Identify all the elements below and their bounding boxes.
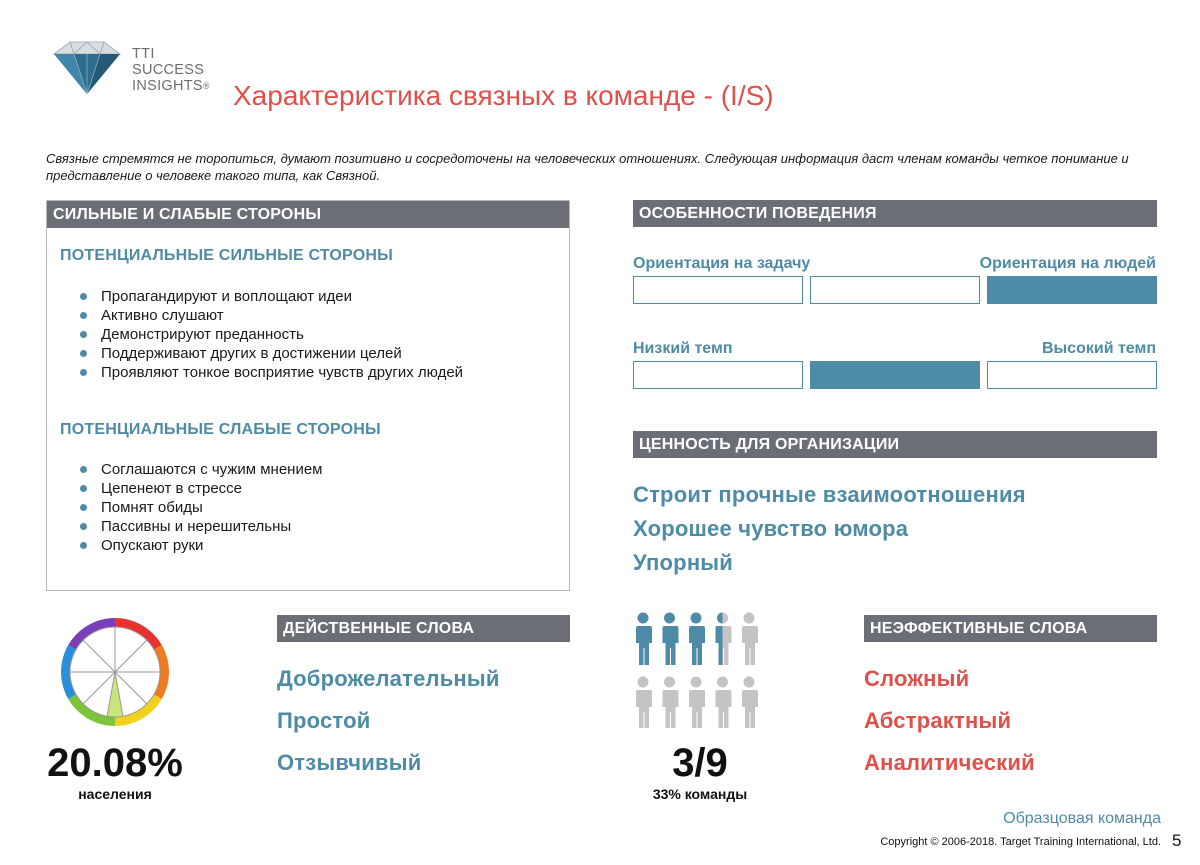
list-item: Пассивны и нерешительны [77, 517, 323, 536]
logo-line-3-text: INSIGHTS [132, 78, 203, 94]
org-value-item: Упорный [633, 550, 734, 575]
org-value-item: Хорошее чувство юмора [633, 516, 909, 541]
behavior-header: ОСОБЕННОСТИ ПОВЕДЕНИЯ [633, 200, 1157, 227]
team-percent-label: 33% команды [652, 786, 748, 802]
ineffective-word: Аналитический [864, 750, 1035, 775]
list-item: Активно слушают [77, 306, 463, 325]
pace-segment-3 [987, 361, 1157, 389]
effective-word: Отзывчивый [277, 750, 422, 775]
person-icon [742, 677, 758, 729]
orientation-segment-3 [987, 276, 1157, 304]
logo-line-1: TTI [132, 46, 155, 62]
effective-word: Простой [277, 708, 371, 733]
effective-word: Доброжелательный [277, 666, 500, 691]
list-item: Опускают руки [77, 536, 323, 555]
person-icon [716, 677, 732, 729]
pace-segment-2 [810, 361, 980, 389]
color-wheel-icon [60, 617, 170, 727]
list-item: Соглашаются с чужим мнением [77, 460, 323, 479]
org-value-item: Строит прочные взаимоотношения [633, 482, 1026, 507]
list-item: Пропагандируют и воплощают идеи [77, 287, 463, 306]
person-icon [689, 677, 705, 729]
strengths-title: ПОТЕНЦИАЛЬНЫЕ СИЛЬНЫЕ СТОРОНЫ [60, 247, 393, 264]
diamond-logo-icon [44, 28, 130, 110]
intro-text: Связные стремятся не торопиться, думают позитивно и сосредоточены на человеческих отношениях. Следующая информация даст членам команды четкое понимание и представление о человеке такого типа, как Связной. [46, 151, 1129, 183]
list-item: Поддерживают других в достижении целей [77, 344, 463, 363]
org-value-header: ЦЕННОСТЬ ДЛЯ ОРГАНИЗАЦИИ [633, 431, 1157, 458]
list-item: Проявляют тонкое восприятие чувств других людей [77, 363, 463, 382]
logo-wordmark [132, 46, 210, 94]
registered-mark: ® [202, 81, 210, 91]
tti-logo [44, 28, 234, 110]
list-item: Помнят обиды [77, 498, 323, 517]
person-icon [636, 613, 652, 666]
person-icon [716, 613, 732, 666]
person-icon [742, 613, 758, 666]
logo-line-3 [132, 78, 210, 94]
list-item: Демонстрируют преданность [77, 325, 463, 344]
person-icon [689, 613, 705, 666]
ineffective-word: Сложный [864, 666, 970, 691]
effective-words-header: ДЕЙСТВЕННЫЕ СЛОВА [277, 615, 570, 642]
people-orientation-label: Ориентация на людей [979, 255, 1156, 272]
page-title: Характеристика связных в команде - (I/S) [233, 80, 774, 111]
copyright: Copyright © 2006-2018. Target Training International, Ltd. [880, 836, 1161, 848]
weaknesses-title: ПОТЕНЦИАЛЬНЫЕ СЛАБЫЕ СТОРОНЫ [60, 421, 381, 438]
team-name: Образцовая команда [1003, 810, 1161, 827]
team-ratio: 3/9 [672, 741, 728, 785]
task-orientation-label: Ориентация на задачу [633, 255, 811, 272]
strengths-weaknesses-header: СИЛЬНЫЕ И СЛАБЫЕ СТОРОНЫ [47, 201, 569, 228]
list-item: Цепенеют в стрессе [77, 479, 323, 498]
ineffective-words-header: НЕЭФФЕКТИВНЫЕ СЛОВА [864, 615, 1157, 642]
strengths-weaknesses-panel [46, 200, 570, 591]
pace-segment-1 [633, 361, 803, 389]
high-pace-label: Высокий темп [1041, 340, 1156, 357]
strengths-list [77, 287, 463, 382]
person-icon [663, 613, 679, 666]
population-label: населения [78, 786, 152, 802]
ineffective-word: Абстрактный [864, 708, 1012, 733]
person-icon [663, 677, 679, 729]
logo-line-2: SUCCESS [132, 62, 205, 78]
population-percent: 20.08% [47, 741, 183, 785]
team-pictogram [634, 612, 770, 728]
low-pace-label: Низкий темп [633, 340, 733, 357]
person-icon [636, 677, 652, 729]
orientation-segment-1 [633, 276, 803, 304]
orientation-segment-2 [810, 276, 980, 304]
weaknesses-list [77, 460, 323, 555]
page-number: 5 [1172, 831, 1182, 850]
